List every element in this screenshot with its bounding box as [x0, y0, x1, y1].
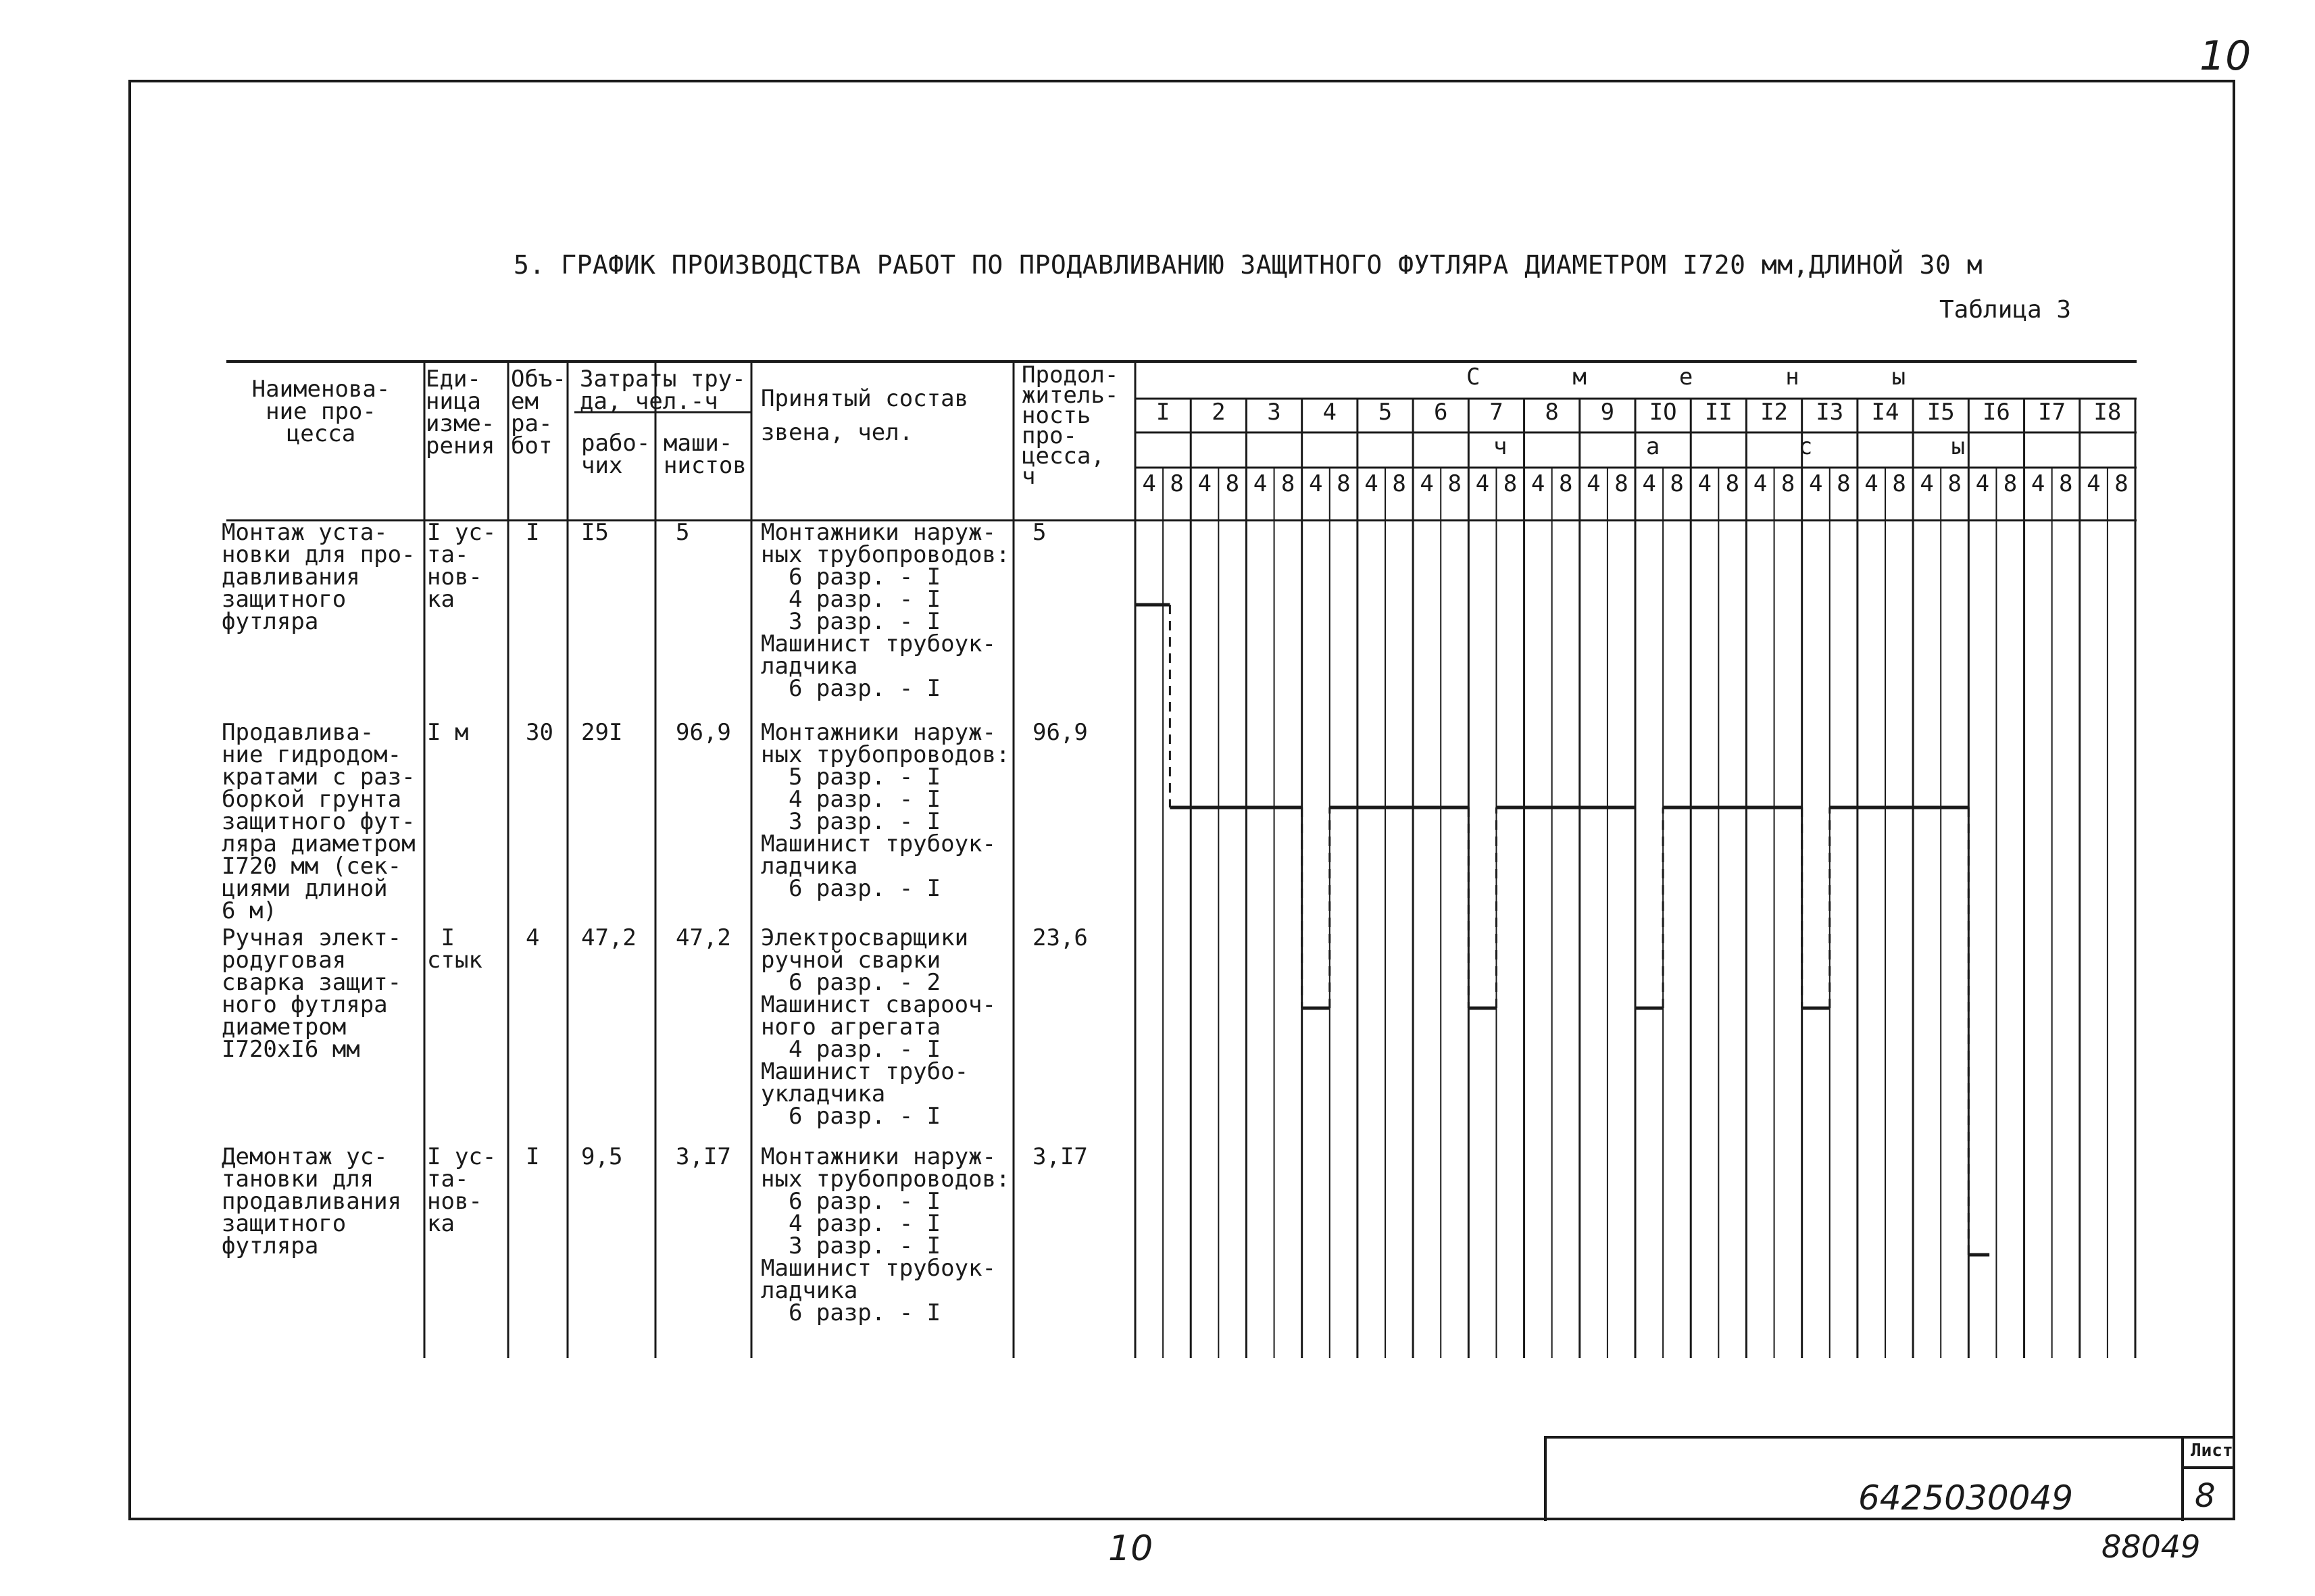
hour-mark: 8	[1837, 470, 1851, 497]
hour-mark: 4	[1975, 470, 1990, 497]
hour-mark: 4	[1420, 470, 1434, 497]
shift-number: 2	[1212, 399, 1226, 426]
cell-crew: Монтажники наруж- ных трубопроводов: 6 разр. - I 4 разр. - I 3 разр. - I Машинист трубоук- ладчика 6 разр. - I	[761, 1143, 1010, 1326]
sheet-number: 8	[2195, 1477, 2216, 1515]
shift-number: I2	[1760, 399, 1789, 426]
cell-unit: I стык	[427, 924, 482, 974]
title-block-divider	[2181, 1436, 2184, 1521]
cell-machinists: 3,I7	[676, 1143, 731, 1170]
header-workers: рабо- чих	[581, 430, 651, 479]
cell-workers: 9,5	[581, 1143, 623, 1170]
cell-crew: Монтажники наруж- ных трубопроводов: 6 разр. - I 4 разр. - I 3 разр. - I Машинист трубоук- ладчика 6 разр. - I	[761, 519, 1010, 702]
cell-volume: 30	[526, 719, 553, 746]
hour-mark: 4	[1475, 470, 1490, 497]
hour-mark: 4	[1587, 470, 1601, 497]
header-shifts: С м е н ы	[1466, 364, 1928, 391]
cell-duration: 96,9	[1032, 719, 1088, 746]
cell-workers: 47,2	[581, 924, 637, 951]
cell-unit: I ус- та- нов- ка	[427, 1143, 497, 1237]
cell-workers: I5	[581, 519, 609, 546]
sheet-label: Лист	[2191, 1441, 2233, 1461]
cell-process: Демонтаж ус- тановки для продавливания защитного футляра	[222, 1143, 402, 1260]
cell-process: Монтаж уста- новки для про- давливания защитного футляра	[222, 519, 416, 635]
hour-mark: 8	[1392, 470, 1406, 497]
document-title: 5. ГРАФИК ПРОИЗВОДСТВА РАБОТ ПО ПРОДАВЛИВАНИЮ ЗАЩИТНОГО ФУТЛЯРА ДИАМЕТРОМ I720 мм,ДЛИНОЙ 30 м	[514, 250, 1983, 280]
header-process: Наименова- ние про- цесса	[251, 376, 391, 447]
hour-mark: 4	[1864, 470, 1878, 497]
hour-mark: 8	[1947, 470, 1962, 497]
hour-mark: 4	[1308, 470, 1323, 497]
hour-mark: 4	[1808, 470, 1823, 497]
hour-mark: 8	[1725, 470, 1740, 497]
hour-mark: 4	[1142, 470, 1156, 497]
header-volume: Объ- ем ра- бот	[511, 366, 566, 459]
shift-number: I4	[1871, 399, 1899, 426]
shift-number: 6	[1433, 399, 1448, 426]
cell-machinists: 5	[676, 519, 690, 546]
cell-duration: 23,6	[1032, 924, 1088, 951]
page-number-top: 10	[2199, 32, 2251, 80]
cell-crew: Монтажники наруж- ных трубопроводов: 5 разр. - I 4 разр. - I 3 разр. - I Машинист трубоук- ладчика 6 разр. - I	[761, 719, 1010, 902]
hour-mark: 8	[1280, 470, 1295, 497]
header-crew: Принятый состав звена, чел.	[761, 385, 969, 446]
hour-mark: 8	[1170, 470, 1184, 497]
hour-mark: 8	[1337, 470, 1351, 497]
hour-mark: 4	[1697, 470, 1712, 497]
hour-mark: 8	[1558, 470, 1573, 497]
shift-number: I8	[2093, 399, 2122, 426]
hour-mark: 8	[2003, 470, 2018, 497]
header-labor: Затраты тру- да, чел.-ч	[580, 366, 746, 415]
shift-number: IO	[1649, 399, 1677, 426]
header-hours: ч а с ы	[1493, 433, 1990, 460]
header-unit: Еди- ница изме- рения	[426, 366, 495, 459]
cell-duration: 3,I7	[1032, 1143, 1088, 1170]
table-label: Таблица 3	[1939, 296, 2072, 324]
hour-mark: 4	[1364, 470, 1378, 497]
cell-machinists: 47,2	[676, 924, 731, 951]
cell-workers: 29I	[581, 719, 623, 746]
hour-mark: 8	[1503, 470, 1518, 497]
cell-unit: I ус- та- нов- ка	[427, 519, 497, 613]
cell-duration: 5	[1032, 519, 1047, 546]
hour-mark: 8	[2114, 470, 2129, 497]
hour-mark: 8	[1614, 470, 1628, 497]
shift-number: II	[1704, 399, 1733, 426]
hour-mark: 8	[1670, 470, 1684, 497]
shift-number: I5	[1926, 399, 1955, 426]
document-number: 6425030049	[1858, 1478, 2074, 1518]
hour-mark: 8	[1892, 470, 1906, 497]
hour-mark: 4	[2031, 470, 2045, 497]
shift-number: I	[1155, 399, 1170, 426]
cell-machinists: 96,9	[676, 719, 731, 746]
cell-volume: I	[526, 1143, 540, 1170]
hour-mark: 8	[1225, 470, 1240, 497]
title-block-divider-h	[2181, 1466, 2235, 1469]
hour-mark: 4	[1530, 470, 1545, 497]
page-code: 88049	[2101, 1528, 2201, 1565]
shift-number: I7	[2038, 399, 2066, 426]
shift-number: 5	[1378, 399, 1393, 426]
hour-mark: 8	[2058, 470, 2073, 497]
shift-number: I6	[1982, 399, 2010, 426]
cell-process: Ручная элект- родуговая сварка защит- ного футляра диаметром I720xI6 мм	[222, 924, 402, 1063]
cell-volume: 4	[526, 924, 540, 951]
shift-number: 8	[1545, 399, 1559, 426]
shift-number: 4	[1322, 399, 1337, 426]
hour-mark: 4	[1920, 470, 1934, 497]
cell-process: Продавлива- ние гидродом- кратами с раз- боркой грунта защитного фут- ляра диаметром I720 мм (сек- циями длиной 6 м)	[222, 719, 416, 924]
header-duration: Продол- житель- ность про- цесса, ч	[1022, 361, 1119, 490]
shift-number: 3	[1267, 399, 1281, 426]
shift-number: 7	[1489, 399, 1503, 426]
cell-crew: Электросварщики ручной сварки 6 разр. - 2 Машинист сварооч- ного агрегата 4 разр. - I Машинист трубо- укладчика 6 разр. - I	[761, 924, 996, 1130]
hour-mark: 4	[1753, 470, 1768, 497]
hour-mark: 4	[1197, 470, 1212, 497]
cell-unit: I м	[427, 719, 469, 746]
hour-mark: 4	[1253, 470, 1268, 497]
shift-number: 9	[1600, 399, 1615, 426]
hour-mark: 4	[2087, 470, 2101, 497]
header-machinists: маши- нистов	[664, 430, 747, 479]
hour-mark: 4	[1642, 470, 1656, 497]
hour-mark: 8	[1447, 470, 1462, 497]
cell-volume: I	[526, 519, 540, 546]
shift-number: I3	[1816, 399, 1844, 426]
hour-mark: 8	[1781, 470, 1795, 497]
page-number-bottom: 10	[1108, 1528, 1153, 1569]
